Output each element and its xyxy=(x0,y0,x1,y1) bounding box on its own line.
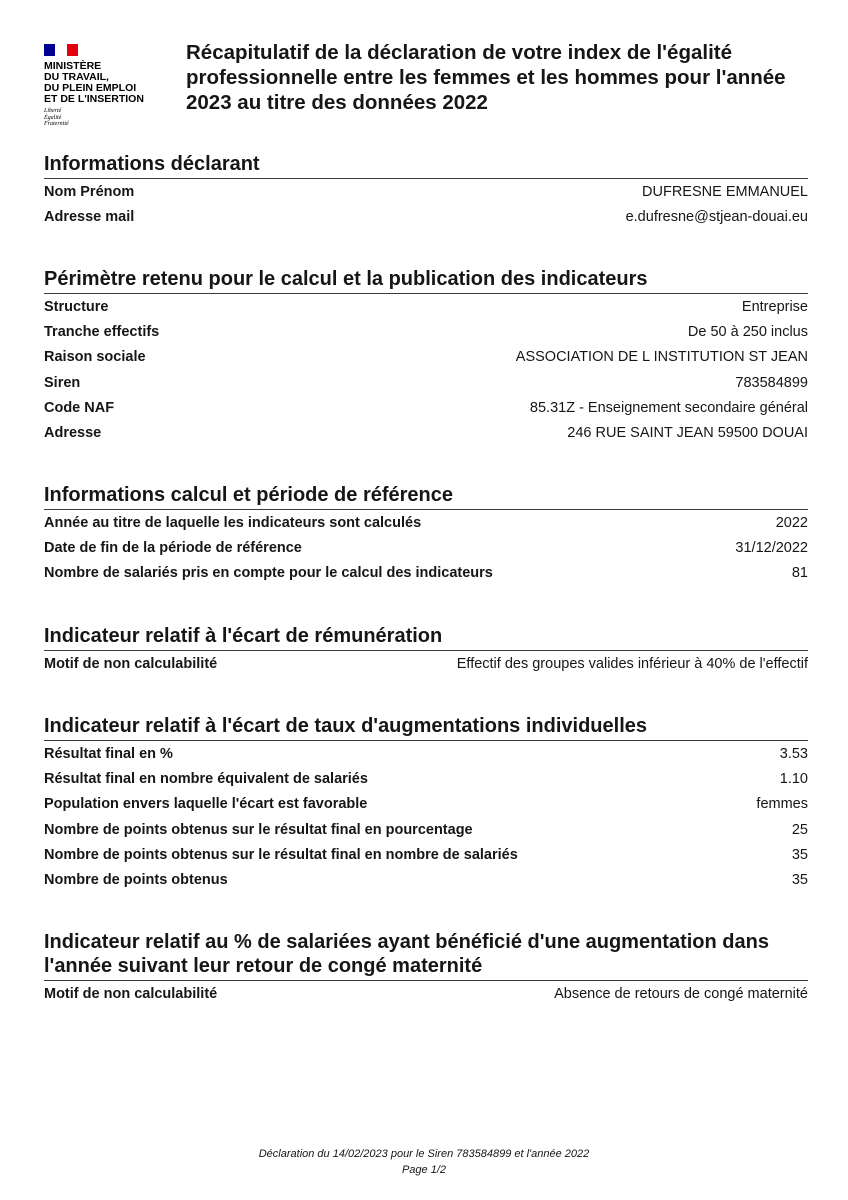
page-footer xyxy=(0,1146,848,1178)
french-flag-icon xyxy=(44,44,78,56)
row-value: 2022 xyxy=(775,515,808,531)
row-value: 85.31Z - Enseignement secondaire général xyxy=(529,399,808,416)
motto-line: Égalité xyxy=(44,114,62,121)
row-value: 783584899 xyxy=(735,374,808,391)
row-label: Adresse xyxy=(44,424,102,441)
info-row xyxy=(44,515,808,540)
row-value: DUFRESNE EMMANUEL xyxy=(642,184,808,200)
info-row xyxy=(44,986,808,1011)
info-row xyxy=(44,299,808,324)
row-value: De 50 à 250 inclus xyxy=(687,324,808,341)
info-row xyxy=(44,847,808,872)
row-label: Motif de non calculabilité xyxy=(44,986,218,1002)
ministry-line: DU PLEIN EMPLOI xyxy=(44,82,137,94)
row-label: Nom Prénom xyxy=(44,184,135,200)
info-row xyxy=(44,209,808,234)
row-label: Tranche effectifs xyxy=(44,324,160,341)
row-label: Résultat final en nombre équivalent de salariés xyxy=(44,771,368,788)
row-value: 25 xyxy=(791,821,808,838)
row-value: 81 xyxy=(791,565,808,582)
info-row xyxy=(44,872,808,897)
declaration-note: Déclaration du 14/02/2023 pour le Siren 783584899 et l'année 2022 xyxy=(258,1148,590,1160)
section-title: Indicateur relatif à l'écart de rémunération xyxy=(44,624,808,651)
info-row xyxy=(44,349,808,374)
info-row xyxy=(44,746,808,771)
info-row xyxy=(44,822,808,847)
row-value: 35 xyxy=(791,846,808,863)
row-label: Raison sociale xyxy=(44,349,146,366)
info-row xyxy=(44,375,808,400)
document-title: Récapitulatif de la déclaration de votre index de l'égalité professionnelle entre les femmes et les hommes pour l'année 2023 au titre des données 2022 xyxy=(186,41,786,114)
row-value: Entreprise xyxy=(741,299,808,315)
section-title: Indicateur relatif à l'écart de taux d'augmentations individuelles xyxy=(44,714,808,741)
row-label: Année au titre de laquelle les indicateurs sont calculés xyxy=(44,515,422,531)
row-label: Structure xyxy=(44,299,109,315)
ministry-line: DU TRAVAIL, xyxy=(44,71,109,83)
ministry-logo xyxy=(44,44,174,128)
row-value: ASSOCIATION DE L INSTITUTION ST JEAN xyxy=(515,349,808,366)
row-value: 3.53 xyxy=(779,746,808,762)
info-row xyxy=(44,400,808,425)
section-title: Informations calcul et période de référence xyxy=(44,483,808,510)
info-row xyxy=(44,656,808,681)
row-label: Motif de non calculabilité xyxy=(44,656,218,672)
row-label: Code NAF xyxy=(44,399,115,416)
row-value: 1.10 xyxy=(779,771,808,788)
section-declarant xyxy=(44,152,808,234)
row-value: 246 RUE SAINT JEAN 59500 DOUAI xyxy=(567,424,808,441)
row-value: Absence de retours de congé maternité xyxy=(554,986,808,1002)
row-value: Effectif des groupes valides inférieur à 40% de l'effectif xyxy=(456,656,808,672)
row-label: Nombre de points obtenus sur le résultat final en nombre de salariés xyxy=(44,846,518,863)
info-row xyxy=(44,184,808,209)
republic-motto xyxy=(44,108,174,128)
row-label: Nombre de points obtenus xyxy=(44,871,228,888)
info-row xyxy=(44,771,808,796)
ministry-line: ET DE L'INSERTION xyxy=(44,93,144,105)
ministry-name xyxy=(44,61,174,105)
page-number: Page 1/2 xyxy=(401,1164,447,1176)
section-ecart-augmentations xyxy=(44,714,808,897)
info-row xyxy=(44,425,808,450)
row-value: femmes xyxy=(756,796,808,813)
row-value: e.dufresne@stjean-douai.eu xyxy=(625,209,808,226)
section-conge-maternite xyxy=(44,930,808,1011)
row-value: 35 xyxy=(791,871,808,888)
row-value: 31/12/2022 xyxy=(735,540,808,557)
info-row xyxy=(44,796,808,821)
info-row xyxy=(44,540,808,565)
section-title: Indicateur relatif au % de salariées ayant bénéficié d'une augmentation dans l'année suivant leur retour de congé maternité xyxy=(44,930,808,981)
info-row xyxy=(44,565,808,590)
row-label: Date de fin de la période de référence xyxy=(44,540,302,557)
motto-line: Fraternité xyxy=(44,121,69,127)
row-label: Résultat final en % xyxy=(44,746,173,762)
row-label: Adresse mail xyxy=(44,209,135,226)
section-title: Périmètre retenu pour le calcul et la publication des indicateurs xyxy=(44,267,808,294)
section-title: Informations déclarant xyxy=(44,152,808,179)
row-label: Population envers laquelle l'écart est favorable xyxy=(44,796,368,813)
row-label: Siren xyxy=(44,374,81,391)
info-row xyxy=(44,324,808,349)
ministry-line: MINISTÈRE xyxy=(44,60,102,72)
section-perimetre xyxy=(44,267,808,450)
section-ecart-remuneration xyxy=(44,624,808,681)
row-label: Nombre de points obtenus sur le résultat final en pourcentage xyxy=(44,821,473,838)
row-label: Nombre de salariés pris en compte pour le calcul des indicateurs xyxy=(44,565,493,582)
motto-line: Liberté xyxy=(44,108,62,114)
section-calcul-periode xyxy=(44,483,808,591)
